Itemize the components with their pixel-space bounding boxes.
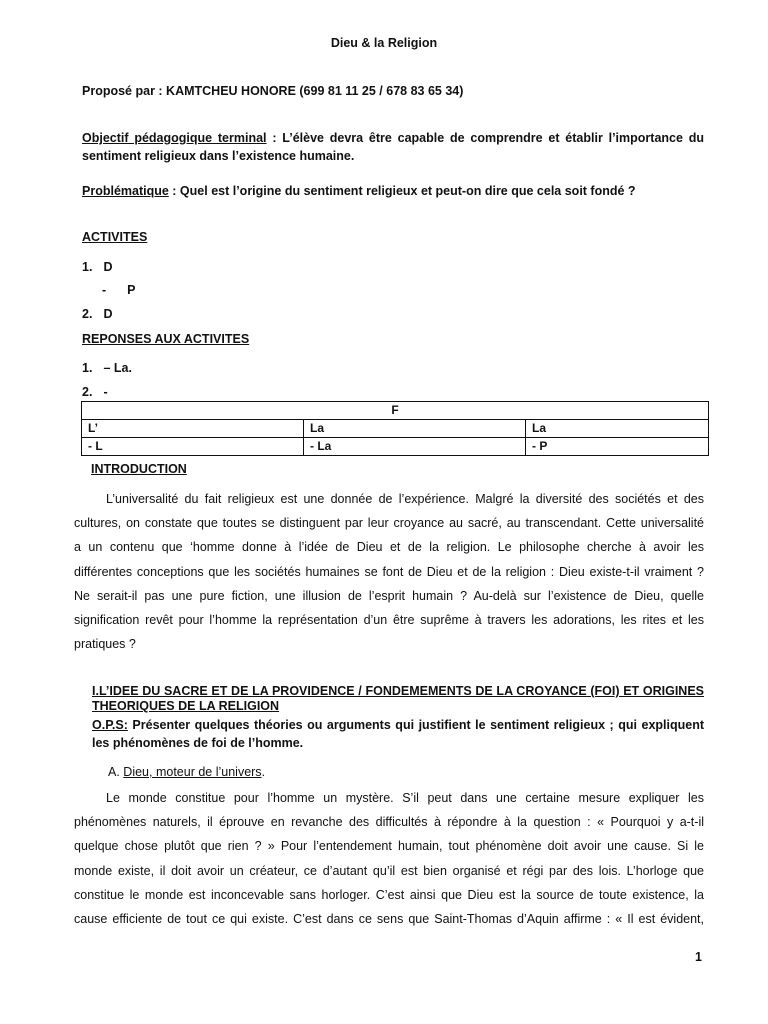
activity-item-1-text: D: [103, 260, 113, 274]
activity-item-1-number: 1.: [82, 260, 93, 274]
responses-table: [81, 401, 709, 456]
ops-paragraph: [92, 716, 704, 752]
table-cell: - P: [526, 438, 709, 456]
activity-item-2-text: D: [103, 307, 113, 321]
introduction-heading: INTRODUCTION: [91, 462, 187, 476]
activity-item-2-number: 2.: [82, 307, 93, 321]
paragraph-line: L’universalité du fait religieux est une donnée de l’expérience. Malgré la diversité des sociétés et des: [106, 492, 704, 506]
objective-text: : L’élève devra être capable de comprendre et établir l’importance du sentiment religieux dans l’existence humaine.: [82, 131, 704, 163]
paragraph-line: a un contenu que ‘homme donne à l’idée de Dieu et de la religion. Le philosophe cherche à avoir les: [74, 540, 704, 555]
response-item-1-text: – La.: [103, 361, 132, 375]
paragraph-line: pratiques ?: [74, 637, 136, 652]
table-row: [82, 420, 709, 438]
paragraph-line: Le monde constitue pour l’homme un mystère. S’il peut dans une certaine mesure expliquer les: [106, 791, 704, 805]
page-number: 1: [695, 950, 702, 964]
section-1-heading-text: I.L’IDEE DU SACRE ET DE LA PROVIDENCE / FONDEMEMENTS DE LA CROYANCE (FOI) ET ORIGINES THEORIQUES DE LA RELIGION: [92, 684, 704, 713]
paragraph-line: monde existe, il doit avoir un créateur, ce d’autant qu’il est bien organisé et régi par des lois. L’horloge que: [74, 863, 704, 878]
paragraph-line: constitue le monde est inconcevable sans horloger. C’est ainsi que Dieu est la source de toute existence, la: [74, 887, 704, 902]
document-title: Dieu & la Religion: [330, 36, 438, 50]
paragraph-line: quelque chose plutôt que rien ? » Pour l’entendement humain, tout phénomène doit avoir une cause. Si le: [74, 839, 704, 854]
paragraph-line: signification revêt pour l’homme la représentation d’un être suprême à travers les adorations, les rites et les: [74, 612, 704, 627]
table-cell: L’: [82, 420, 304, 438]
subsection-a-paragraph: [74, 786, 704, 931]
paragraph-line: Ne serait-il pas une pure fiction, une illusion de l’esprit humain ? Au-delà sur l’existence de Dieu, quelle: [74, 588, 704, 603]
paragraph-line: phénomènes naturels, il éprouve en revanche des difficultés à répondre à la question : « Pourquoi y a-t-il: [74, 815, 704, 830]
activity-subitem-text: P: [127, 283, 136, 297]
activity-item-1: [82, 260, 113, 274]
paragraph-line: cause efficiente de tout ce qui existe. C’est dans ce sens que Saint-Thomas d’Aquin affirme : « Il est évident,: [74, 911, 704, 926]
paragraph-line: cultures, on constate que toutes se distinguent par leur croyance au sacré, au transcendant. Cette universalité: [74, 516, 704, 531]
activity-subitem: [102, 283, 135, 297]
table-cell: - La: [304, 438, 526, 456]
objective-label: Objectif pédagogique terminal: [82, 131, 267, 145]
response-item-1: [82, 361, 132, 375]
ops-label: O.P.S:: [92, 718, 128, 732]
subsection-a-heading: [108, 765, 265, 779]
problem-paragraph: [82, 182, 704, 200]
introduction-paragraph: [74, 487, 704, 656]
response-item-1-number: 1.: [82, 361, 93, 375]
objective-paragraph: [82, 129, 704, 165]
response-item-2: [82, 385, 108, 399]
response-item-2-text: -: [103, 385, 108, 399]
table-row: [82, 438, 709, 456]
response-item-2-number: 2.: [82, 385, 93, 399]
subsection-a-letter: A.: [108, 765, 120, 779]
table-header-cell: F: [82, 402, 709, 420]
paragraph-line: différentes conceptions que les sociétés humaines se font de Dieu et de la religion : Dieu existe-t-il vraiment ?: [74, 564, 704, 579]
table-header-row: [82, 402, 709, 420]
table-cell: - L: [82, 438, 304, 456]
table-cell: La: [526, 420, 709, 438]
activity-item-2: [82, 307, 113, 321]
responses-heading: REPONSES AUX ACTIVITES: [82, 332, 250, 346]
activity-subitem-dash: -: [102, 283, 107, 297]
subsection-a-period: .: [261, 765, 266, 779]
activities-heading: ACTIVITES: [82, 230, 148, 244]
table-cell: La: [304, 420, 526, 438]
problem-label: Problématique: [82, 184, 169, 198]
author-line: Proposé par : KAMTCHEU HONORE (699 81 11 25 / 678 83 65 34): [82, 84, 464, 98]
ops-text: Présenter quelques théories ou arguments qui justifient le sentiment religieux ; qui expliquent les phénomènes de foi de l’homme.: [92, 718, 704, 750]
problem-text: : Quel est l’origine du sentiment religieux et peut-on dire que cela soit fondé ?: [168, 184, 636, 198]
section-1-heading: [92, 684, 704, 714]
subsection-a-title: Dieu, moteur de l’univers: [123, 765, 262, 779]
